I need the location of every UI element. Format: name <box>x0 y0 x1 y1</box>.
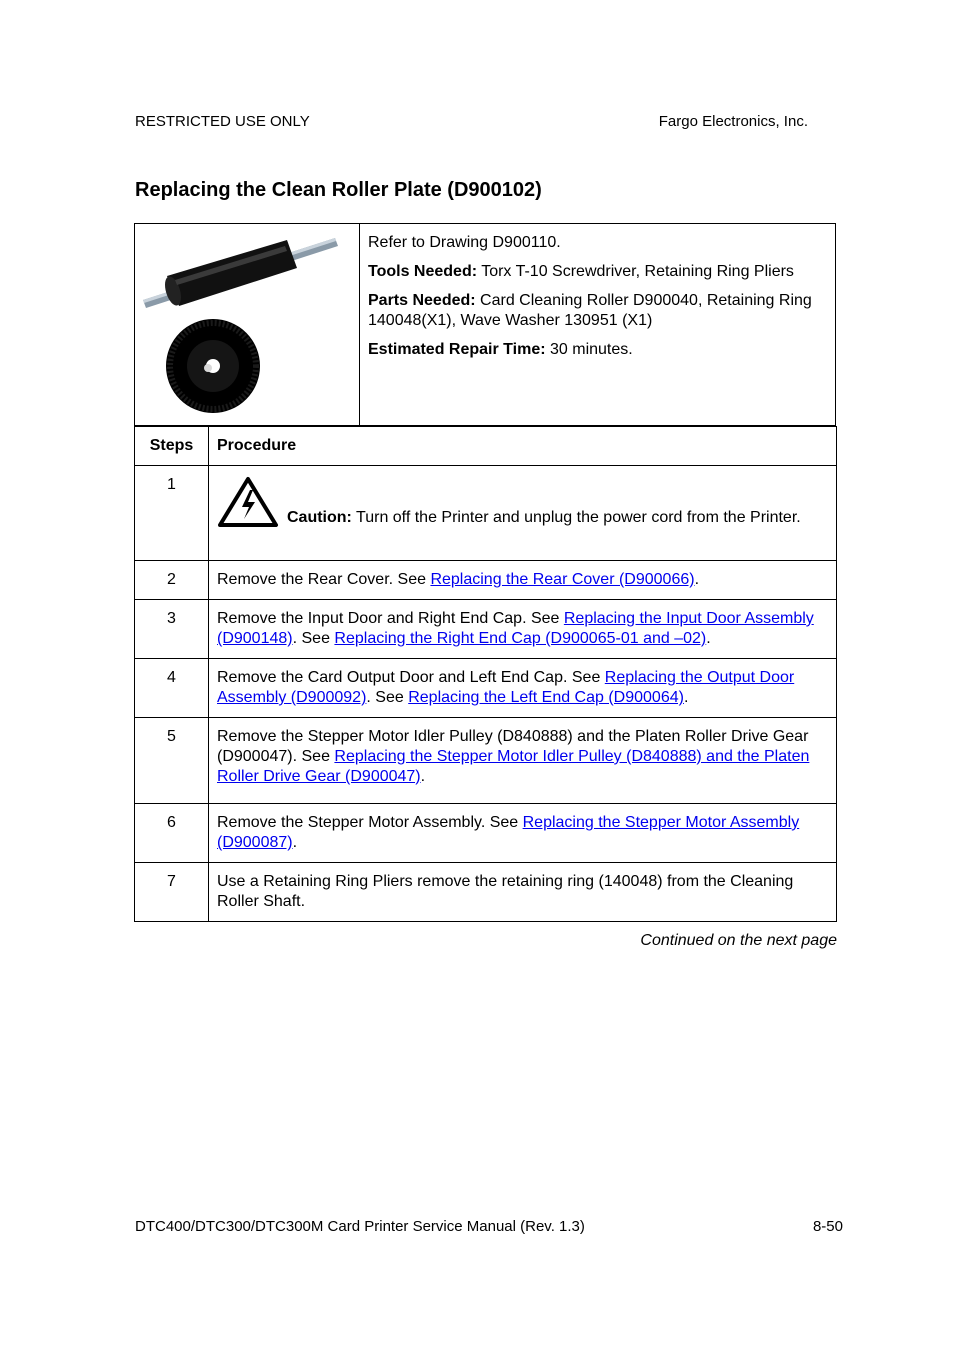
info-text <box>368 233 818 369</box>
tools-label: Tools Needed: <box>368 263 478 280</box>
continued-note: Continued on the next page <box>640 932 837 949</box>
step-number: 3 <box>135 600 209 659</box>
step-text: Use a Retaining Ring Pliers remove the retaining ring (140048) from the Cleaning Roller Shaft. <box>209 863 837 922</box>
header-right: Fargo Electronics, Inc. <box>658 113 808 130</box>
step-text-pre: Remove the Card Output Door and Left End Cap. See <box>217 669 605 686</box>
footer-left: DTC400/DTC300/DTC300M Card Printer Service Manual (Rev. 1.3) <box>135 1218 585 1235</box>
table-row <box>135 863 837 922</box>
procedure-header: Procedure <box>209 427 837 466</box>
parts-label: Parts Needed: <box>368 292 476 309</box>
step-text-pre: Remove the Stepper Motor Assembly. See <box>217 814 523 831</box>
step-text <box>209 659 837 718</box>
link-idler-pulley[interactable]: Replacing the Stepper Motor Idler Pulley (D840888) and the Platen Roller Drive Gear (D900047) <box>217 748 810 785</box>
page-number: 8-50 <box>812 1218 843 1235</box>
link-rear-cover[interactable]: Replacing the Rear Cover (D900066) <box>430 571 695 588</box>
step-text-pre: Remove the Stepper Motor Idler Pulley (D840888) and the Platen Roller Drive Gear (D900047). See <box>217 728 809 765</box>
step-text <box>209 466 837 561</box>
info-box <box>134 223 836 426</box>
step-number: 7 <box>135 863 209 922</box>
tools-value: Torx T-10 Screwdriver, Retaining Ring Pliers <box>477 263 794 280</box>
table-row <box>135 804 837 863</box>
step-text <box>209 600 837 659</box>
roller-and-gear-icon <box>135 224 359 426</box>
link-stepper-motor[interactable]: Replacing the Stepper Motor Assembly (D900087) <box>217 814 800 851</box>
step-number: 4 <box>135 659 209 718</box>
header-left: RESTRICTED USE ONLY <box>135 113 310 130</box>
page-title: Replacing the Clean Roller Plate (D900102) <box>135 179 542 201</box>
caution-label: Caution: <box>287 509 352 526</box>
link-input-door[interactable]: Replacing the Input Door Assembly (D900148) <box>217 610 814 647</box>
step-text <box>209 718 837 804</box>
table-header-row <box>135 427 837 466</box>
parts-line <box>368 291 818 331</box>
step-text-post: . <box>706 630 711 647</box>
step-number: 1 <box>135 466 209 561</box>
step-text-mid: . See <box>366 689 409 706</box>
tools-line <box>368 262 818 282</box>
time-label: Estimated Repair Time: <box>368 341 546 358</box>
steps-header: Steps <box>135 427 209 466</box>
link-left-end-cap[interactable]: Replacing the Left End Cap (D900064) <box>408 689 684 706</box>
time-line <box>368 340 818 360</box>
refer-line: Refer to Drawing D900110. <box>368 234 561 251</box>
link-right-end-cap[interactable]: Replacing the Right End Cap (D900065-01 and –02) <box>334 630 707 647</box>
electrical-warning-icon <box>217 476 279 528</box>
step-text <box>209 804 837 863</box>
step-text <box>209 561 837 600</box>
part-photo-cell <box>135 224 360 425</box>
table-row <box>135 659 837 718</box>
step-text-pre: Remove the Rear Cover. See <box>217 571 431 588</box>
step-text-post: . <box>683 689 689 706</box>
step-text-post: . <box>292 834 298 851</box>
step-text-post: . <box>420 768 426 785</box>
parts-value: Card Cleaning Roller D900040, Retaining Ring 140048(X1), Wave Washer 130951 (X1) <box>368 292 812 329</box>
step-number: 2 <box>135 561 209 600</box>
caution-text: Turn off the Printer and unplug the power cord from the Printer. <box>351 509 801 526</box>
table-row <box>135 561 837 600</box>
table-row <box>135 600 837 659</box>
table-row <box>135 466 837 561</box>
link-output-door[interactable]: Replacing the Output Door Assembly (D900092) <box>217 669 795 706</box>
step-text-post: . <box>694 571 700 588</box>
step-number: 6 <box>135 804 209 863</box>
step-number: 5 <box>135 718 209 804</box>
step-text-mid: . See <box>292 630 335 647</box>
table-row <box>135 718 837 804</box>
time-value: 30 minutes. <box>545 341 633 358</box>
step-text-pre: Remove the Input Door and Right End Cap. See <box>217 610 564 627</box>
procedure-table <box>134 426 837 922</box>
